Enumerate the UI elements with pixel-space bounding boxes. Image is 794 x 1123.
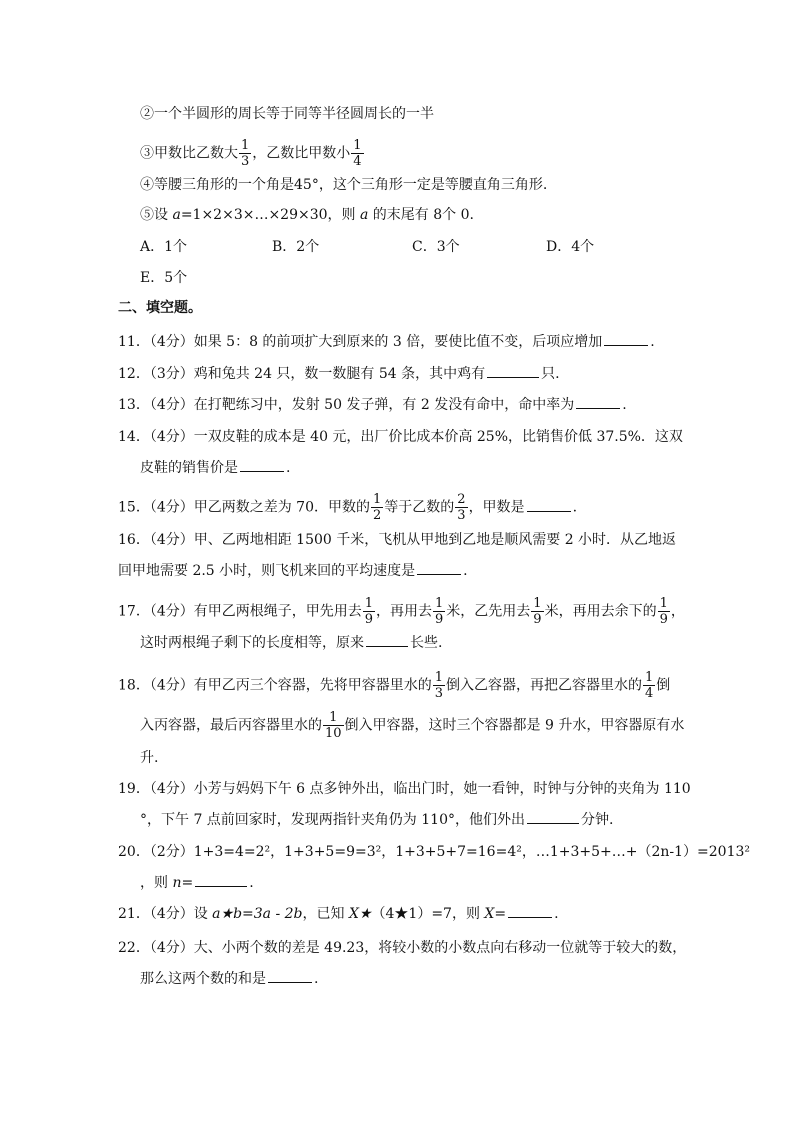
statement-4: ④等腰三角形的一个角是45°，这个三角形一定是等腰直角三角形. bbox=[140, 177, 548, 193]
question-19-line-1: 19．（4分）小芳与妈妈下午 6 点多钟外出，临出门时，她一看钟，时钟与分钟的夹角为 110 bbox=[118, 781, 691, 797]
option-a[interactable]: A．1个 bbox=[140, 239, 188, 255]
option-d[interactable]: D．4个 bbox=[546, 239, 595, 255]
question-18-line-3: 升. bbox=[140, 750, 159, 766]
answer-blank[interactable] bbox=[508, 905, 552, 918]
statement-2: ②一个半圆形的周长等于同等半径圆周长的一半 bbox=[140, 106, 434, 122]
question-14-line-1: 14．（4分）一双皮鞋的成本是 40 元，出厂价比成本价高 25%，比销售价低 37.5%．这双 bbox=[118, 429, 683, 445]
answer-blank[interactable] bbox=[576, 396, 620, 409]
answer-blank[interactable] bbox=[527, 499, 571, 512]
question-22-line-1: 22．（4分）大、小两个数的差是 49.23，将较小数的小数点向右移动一位就等于较大的数， bbox=[118, 940, 687, 956]
option-e[interactable]: E．5个 bbox=[140, 270, 188, 286]
fraction: $\frac{1}{2}$ bbox=[373, 492, 382, 523]
answer-blank[interactable] bbox=[268, 970, 312, 983]
answer-blank[interactable] bbox=[417, 562, 461, 575]
question-11: 11．（4分）如果 5：8 的前项扩大到原来的 3 倍，要使比值不变，后项应增加 . bbox=[118, 334, 655, 350]
answer-blank[interactable] bbox=[366, 634, 408, 647]
statement-3-text-b: ，乙数比甲数小 bbox=[252, 145, 351, 162]
question-13: 13．（4分）在打靶练习中，发射 50 发子弹，有 2 发没有命中，命中率为 . bbox=[118, 397, 627, 413]
answer-blank[interactable] bbox=[604, 333, 648, 346]
question-12: 12．（3分）鸡和兔共 24 只，数一数腿有 54 条，其中鸡有 只. bbox=[118, 366, 560, 382]
question-17-line-1: 17．（4分）有甲乙两根绳子，甲先用去 $\frac{1}{9}$ ，再用去 $\frac{1}{9}$ 米，乙先用去 $\frac{1}{9}$ 米，再用去余下的 $\frac{1}{9}$ ， bbox=[118, 596, 685, 627]
question-16-line-1: 16．（4分）甲、乙两地相距 1500 千米，飞机从甲地到乙地是顺风需要 2 小时．从乙地返 bbox=[118, 532, 677, 548]
fraction: $\frac{1}{9}$ bbox=[659, 596, 668, 627]
question-18-line-1: 18．（4分）有甲乙丙三个容器，先将甲容器里水的 $\frac{1}{3}$ 倒入乙容器，再把乙容器里水的 $\frac{1}{4}$ 倒 bbox=[118, 670, 671, 701]
statement-5: ⑤设 a=1×2×3×…×29×30，则 a 的末尾有 8个 0. bbox=[140, 207, 474, 223]
question-16-line-2: 回甲地需要 2.5 小时，则飞机来回的平均速度是 . bbox=[118, 563, 468, 579]
fraction: $\frac{1}{3}$ bbox=[241, 138, 250, 169]
question-17-line-2: 这时两根绳子剩下的长度相等，原来 长些. bbox=[140, 635, 443, 651]
fraction: $\frac{1}{10}$ bbox=[325, 710, 342, 741]
question-14-line-2: 皮鞋的销售价是 . bbox=[140, 460, 291, 476]
fraction: $\frac{2}{3}$ bbox=[457, 492, 466, 523]
answer-blank[interactable] bbox=[240, 459, 284, 472]
fraction: $\frac{1}{9}$ bbox=[364, 596, 374, 627]
fraction: $\frac{1}{4}$ bbox=[645, 670, 654, 701]
statement-3-text-a: ③甲数比乙数大 bbox=[140, 145, 238, 162]
question-20-line-2: ，则 n= . bbox=[140, 875, 254, 891]
fraction: $\frac{1}{3}$ bbox=[434, 670, 444, 701]
option-c[interactable]: C．3个 bbox=[412, 239, 460, 255]
fraction: $\frac{1}{9}$ bbox=[533, 596, 542, 627]
fraction: $\frac{1}{9}$ bbox=[435, 596, 444, 627]
answer-blank[interactable] bbox=[195, 874, 247, 887]
question-15: 15．（4分）甲乙两数之差为 70．甲数的 $\frac{1}{2}$ 等于乙数的 $\frac{2}{3}$ ，甲数是 . bbox=[118, 492, 578, 523]
question-19-line-2: °，下午 7 点前回家时，发现两指针夹角仍为 110°，他们外出 分钟. bbox=[140, 812, 614, 828]
answer-blank[interactable] bbox=[487, 365, 539, 378]
question-20-line-1: 20．（2分）1+3=4=2²，1+3+5=9=3²，1+3+5+7=16=4²，…1+3+5+…+（2n-1）=2013² bbox=[118, 844, 751, 860]
question-22-line-2: 那么这两个数的和是 . bbox=[140, 971, 319, 987]
section-title: 二、填空题。 bbox=[118, 300, 202, 316]
option-b[interactable]: B．2个 bbox=[272, 239, 320, 255]
answer-blank[interactable] bbox=[527, 811, 579, 824]
statement-3 bbox=[140, 138, 365, 169]
question-21: 21．（4分）设 a★b=3a - 2b，已知 X★（4★1）=7，则 X= . bbox=[118, 906, 559, 922]
question-18-line-2: 入丙容器，最后丙容器里水的 $\frac{1}{10}$ 倒入甲容器，这时三个容器都是 9 升水，甲容器原有水 bbox=[140, 710, 685, 741]
fraction: $\frac{1}{4}$ bbox=[353, 138, 362, 169]
